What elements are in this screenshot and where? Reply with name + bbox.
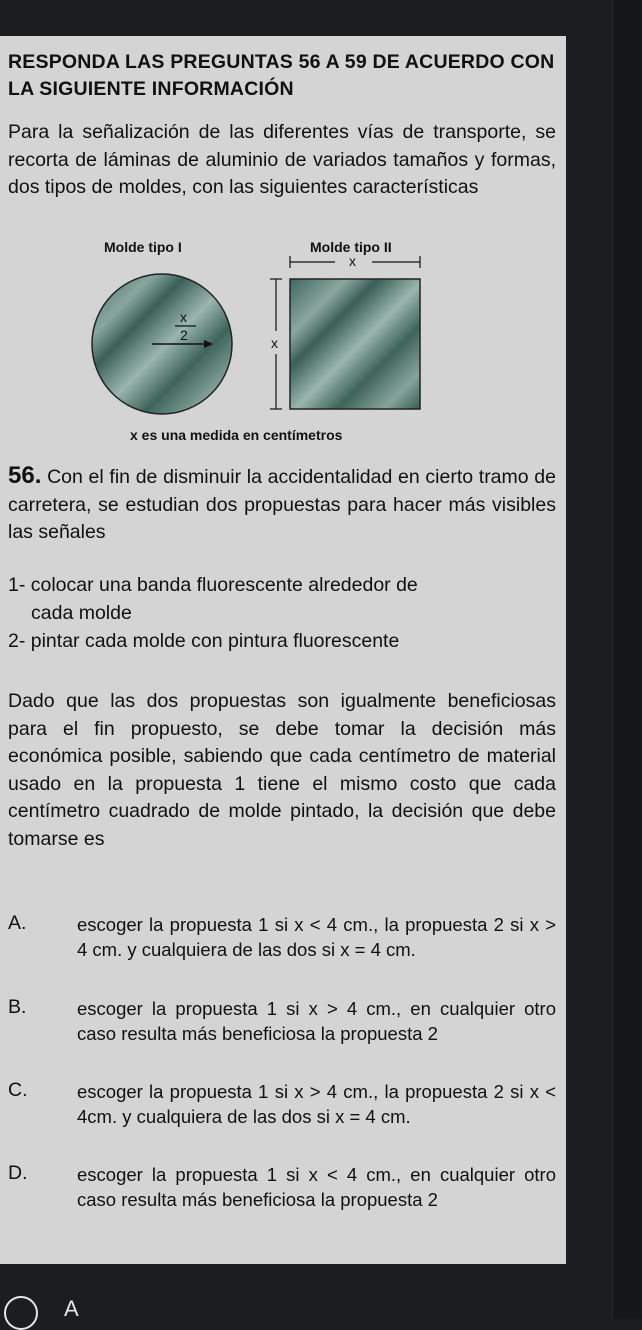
side-top-label: x (349, 253, 356, 269)
option-d-letter: D. (8, 1162, 28, 1184)
option-a-letter: A. (8, 912, 27, 934)
option-b-text: escoger la propuesta 1 si x > 4 cm., en cualquier otro caso resulta más beneficiosa la propuesta 2 (77, 998, 556, 1044)
intro-paragraph: Para la señalización de las diferentes vías de transporte, se recorta de láminas de aluminio de variados tamaños y formas, dos tipos de moldes, con las siguientes características (8, 121, 556, 198)
radius-numerator: x (180, 309, 187, 325)
proposal-1: 1- colocar una banda fluorescente alrededor de (8, 574, 418, 596)
proposal-2: 2- pintar cada molde con pintura fluorescente (8, 630, 400, 652)
figure-caption: x es una medida en centímetros (130, 427, 343, 443)
mold1-label: Molde tipo I (104, 239, 182, 255)
option-a-text: escoger la propuesta 1 si x < 4 cm., la propuesta 2 si x > 4 cm. y cualquiera de las dos si x = 4 cm. (77, 914, 556, 960)
radius-denominator: 2 (180, 327, 188, 343)
question-number: 56. (8, 462, 42, 489)
square-mold (290, 279, 420, 409)
option-c-text: escoger la propuesta 1 si x > 4 cm., la propuesta 2 si x < 4cm. y cualquiera de las dos si x = 4 cm. (77, 1081, 556, 1127)
question-text: Con el fin de disminuir la accidentalidad en cierto tramo de carretera, se estudian dos propuestas para hacer más visibles las señales (8, 466, 556, 543)
answer-radio-a[interactable] (4, 1296, 38, 1330)
question-stem (8, 462, 556, 547)
question-body: Dado que las dos propuestas son igualmente beneficiosas para el fin propuesto, se debe tomar la decisión más económica posible, sabiendo que cada centímetro de material usado en la propuesta 1 tiene el mismo costo que cada centímetro cuadrado de molde pintado, la decisión que debe tomarse es (8, 690, 556, 850)
right-dark-strip (612, 0, 642, 1319)
option-d-text: escoger la propuesta 1 si x < 4 cm., en cualquier otro caso resulta más beneficiosa la propuesta 2 (77, 1164, 556, 1210)
mold2-label: Molde tipo II (310, 239, 392, 255)
molds-figure (0, 36, 566, 456)
section-heading: RESPONDA LAS PREGUNTAS 56 A 59 DE ACUERDO CON LA SIGUIENTE INFORMACIÓN (8, 51, 555, 100)
side-left-label: x (271, 335, 278, 351)
answer-radio-a-label: A (64, 1296, 79, 1321)
proposal-1-continued: cada molde (31, 602, 132, 624)
question-page (0, 36, 566, 1264)
option-b-letter: B. (8, 996, 27, 1018)
option-c-letter: C. (8, 1079, 28, 1101)
